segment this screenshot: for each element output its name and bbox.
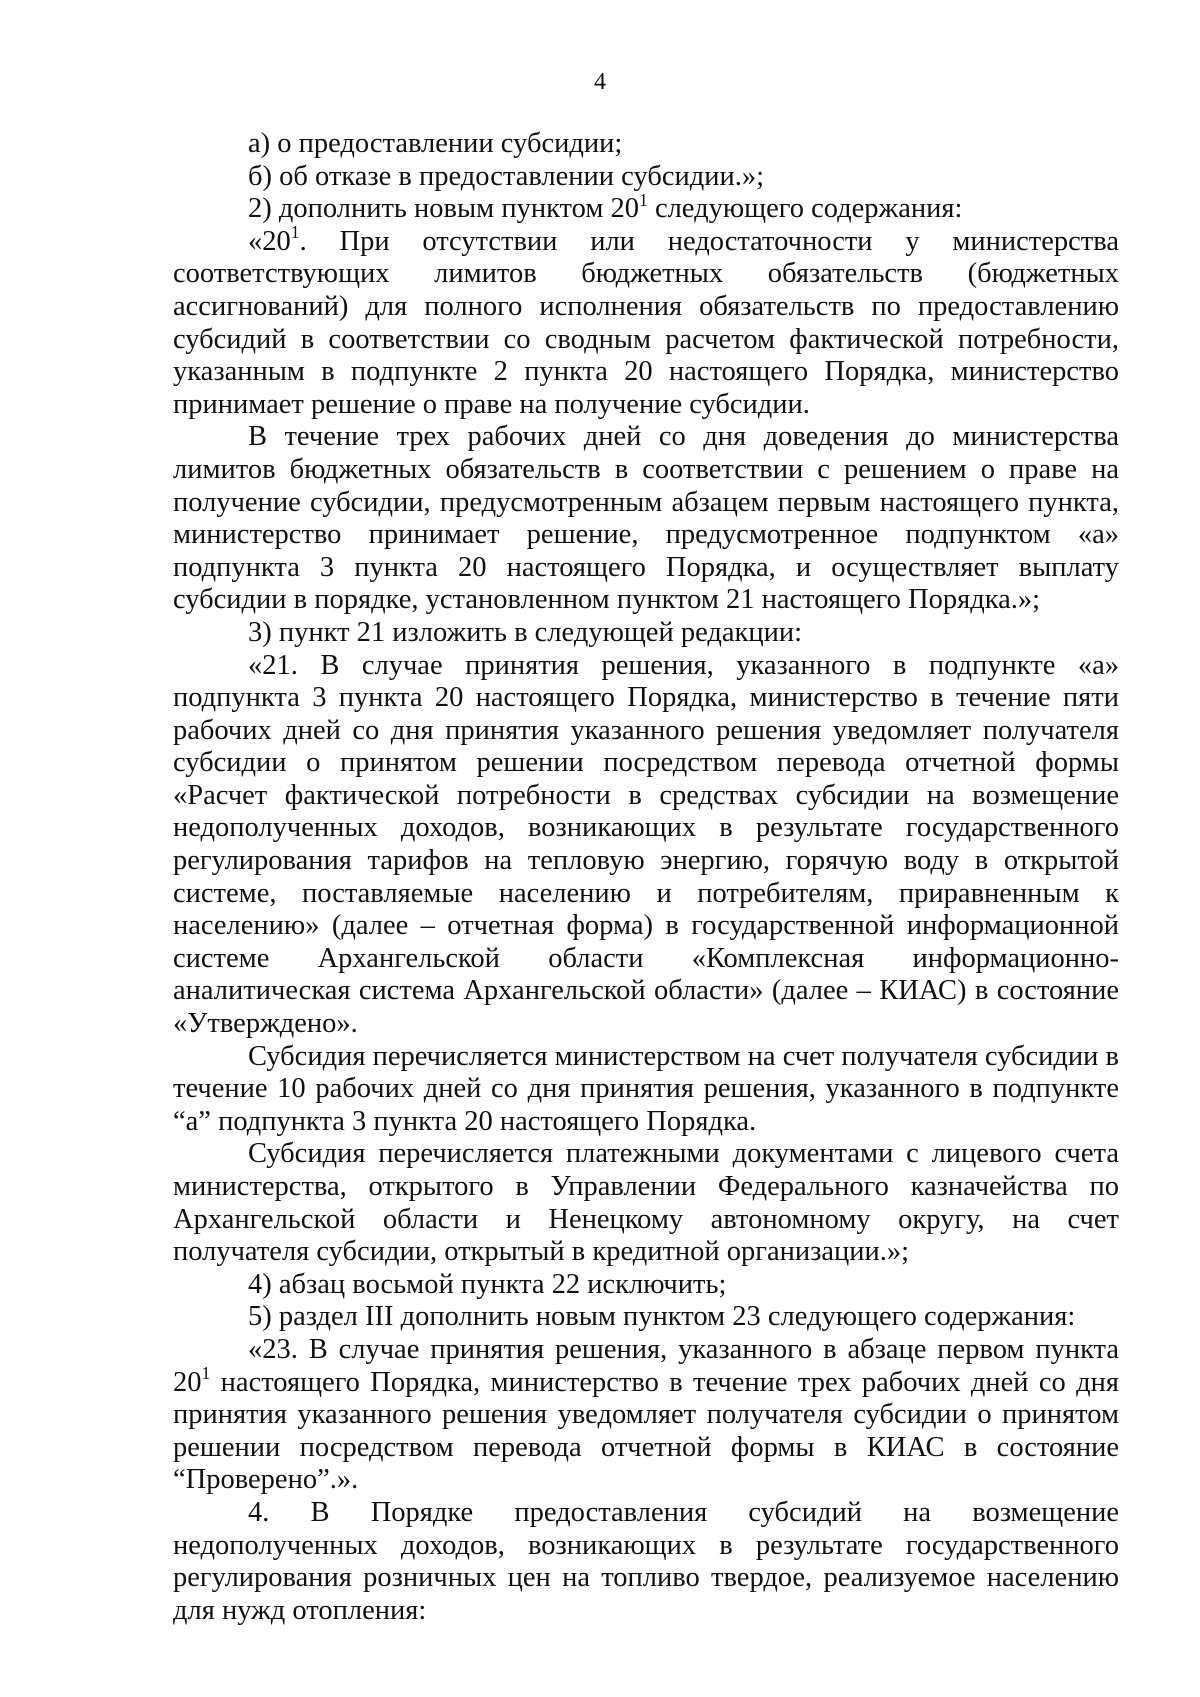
- page-number: 4: [594, 69, 606, 95]
- paragraph-clause-23: [173, 1334, 1119, 1497]
- paragraph-payment-documents: Субсидия перечисляется платежными документами с лицевого счета министерства, открытого в Управлении Федерального казначейства по Архангельской области и Ненецкому автономному округу, на счет получателя субсидии, открытый в кредитной организации.»;: [173, 1138, 1119, 1268]
- superscript: 1: [201, 1363, 211, 1384]
- paragraph-section-4: 4. В Порядке предоставления субсидий на возмещение недополученных доходов, возникающих в результате государственного регулирования розничных цен на топливо твердое, реализуемое населению для нужд отопления:: [173, 1496, 1119, 1626]
- superscript: 1: [290, 222, 300, 243]
- paragraph-three-days: В течение трех рабочих дней со дня доведения до министерства лимитов бюджетных обязательств в соответствии с решением о праве на получение субсидии, предусмотренным абзацем первым настоящего пункта, министерство принимает решение, предусмотренное подпунктом «а» подпункта 3 пункта 20 настоящего Порядка, и осуществляет выплату субсидии в порядке, установленном пунктом 21 настоящего Порядка.»;: [173, 421, 1119, 616]
- paragraph-point-4: 4) абзац восьмой пункта 22 исключить;: [248, 1268, 727, 1300]
- paragraph-text: следующего содержания:: [647, 193, 963, 225]
- paragraph-clause-21: «21. В случае принятия решения, указанного в подпункте «а» подпункта 3 пункта 20 настоящего Порядка, министерство в течение пяти рабочих дней со дня принятия указанного решения уведомляет получателя субсидии о принятом решении посредством перевода отчетной формы «Расчет фактической потребности в средствах субсидии на возмещение недополученных доходов, возникающих в результате государственного регулирования тарифов на тепловую энергию, горячую воду в открытой системе, поставляемые населению и потребителям, приравненным к населению» (далее – отчетная форма) в государственной информационной системе Архангельской области «Комплексная информационно-аналитическая система Архангельской области» (далее – КИАС) в состояние «Утверждено».: [173, 649, 1119, 1040]
- superscript: 1: [638, 189, 648, 210]
- paragraph-point-5: 5) раздел III дополнить новым пунктом 23 следующего содержания:: [248, 1301, 1076, 1333]
- document-body: [173, 128, 1119, 1627]
- paragraph-point-2: [173, 189, 1119, 226]
- paragraph-text: «23. В случае принятия решения, указанного в абзаце первом пункта 20: [173, 1333, 1119, 1398]
- paragraph-item-b: б) об отказе в предоставлении субсидии.»;: [248, 160, 765, 192]
- paragraph-text: 2) дополнить новым пунктом 20: [248, 193, 639, 225]
- paragraph-text: «20: [248, 225, 291, 257]
- paragraph-text: . При отсутствии или недостаточности у министерства соответствующих лимитов бюджетных обязательств (бюджетных ассигнований) для полного исполнения обязательств по предоставлению субсидий в соответствии со сводным расчетом фактической потребности, указанным в подпункте 2 пункта 20 настоящего Порядка, министерство принимает решение о праве на получение субсидии.: [173, 225, 1119, 420]
- paragraph-text: настоящего Порядка, министерство в течение трех рабочих дней со дня принятия указанного решения уведомляет получателя субсидии о принятом решении посредством перевода отчетной формы в КИАС в состояние “Проверено”.».: [173, 1366, 1119, 1496]
- paragraph-subsidy-transfer: Субсидия перечисляется министерством на счет получателя субсидии в течение 10 рабочих дней со дня принятия решения, указанного в подпункте “а” подпункта 3 пункта 20 настоящего Порядка.: [173, 1040, 1119, 1137]
- paragraph-point-3: 3) пункт 21 изложить в следующей редакции:: [248, 616, 803, 648]
- paragraph-clause-20-1: [173, 222, 1119, 422]
- paragraph-item-a: а) о предоставлении субсидии;: [248, 128, 623, 159]
